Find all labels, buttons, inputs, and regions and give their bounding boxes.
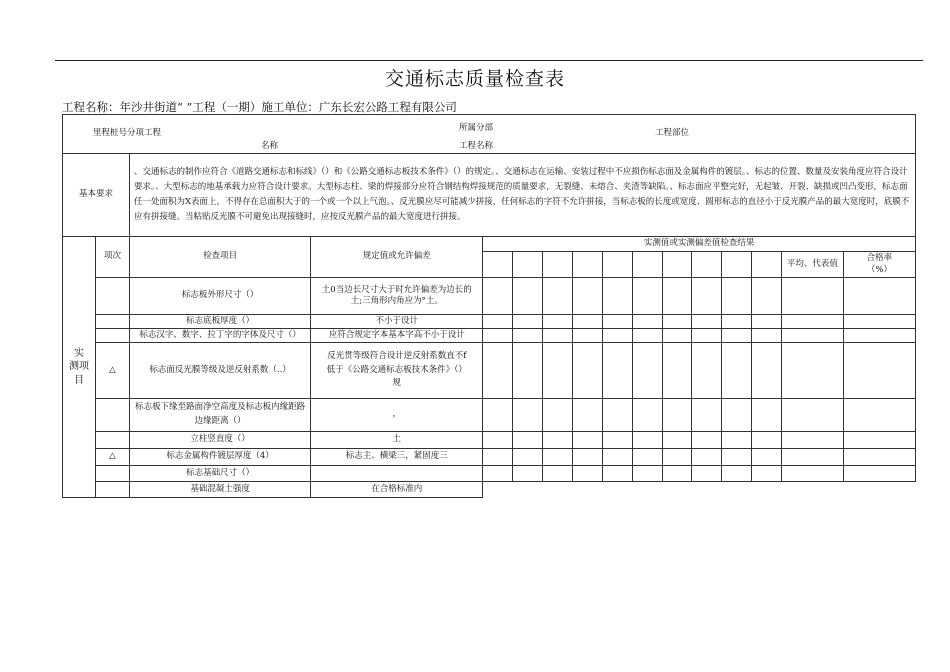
stake-label: 里程桩号分项工程 <box>93 128 162 138</box>
col-spec: 规定值或允许偏差 <box>311 237 483 278</box>
side-label-3: 目 <box>73 374 84 386</box>
result-cell <box>632 252 662 278</box>
table-row <box>63 315 916 329</box>
division-label: 所属分部 <box>459 123 494 133</box>
result-cell <box>692 252 722 278</box>
row-mark <box>95 399 129 432</box>
result-cell <box>543 252 573 278</box>
measured-header-row-1 <box>63 237 916 252</box>
basic-req-label: 基本要求 <box>63 154 130 237</box>
table-row <box>63 329 916 343</box>
page-title: 交通标志质量检查表 <box>384 68 565 90</box>
col-pass-line-2: （%） <box>866 264 892 275</box>
row-spec: 标志主、横梁三，紧固度三 <box>311 449 483 466</box>
row-spec: 在合格标准内 <box>311 482 483 498</box>
row-mark: △ <box>95 449 129 466</box>
top-rule <box>55 60 923 61</box>
project-name-label: 工程名称 <box>459 141 494 151</box>
row-item: 标志板下缘至路面净空高度及标志板内缘距路边缘距离（） <box>129 399 310 432</box>
row-mark <box>95 466 129 482</box>
header-row <box>63 115 916 154</box>
row-spec: 土 <box>311 432 483 449</box>
row-item: 标志基础尺寸（） <box>129 466 310 482</box>
row-spec: 不小于设计 <box>311 315 483 329</box>
row-spec: 土0当边长尺寸大于时允许偏差为边长的土;三角形内角应为°土。 <box>311 278 483 315</box>
col-avg: 平均、代表值 <box>782 252 844 278</box>
basic-req-text: 、交通标志的制作应符合《道路交通标志和标线》（）和《公路交通标志板技术条件》（）的规定。、交通标志在运输、安装过程中不应损伤标志面及金属构件的镀层。、标志的位置、数量及安装角度应符合设计要求。、大型标志的地基承载力应符合设计要求。大型标志柱、梁的焊接部分应符合钢结构焊接规范的质量要求，无裂缝、未熔合、夹渣等缺陷。、标志面应平整完好，无起皱、开裂、缺损或凹凸变形，标志面任一处面积为Ⅹ表面上，不得存在总面积大于的一个或一个以上气泡。、反光膜应尽可能减少拼接，任何标志的字符不允许拼接，当标志板的长度或宽度、圆形标志的直径小于反光膜产品的最大宽度时，底膜不应有拼接缝。当粘贴反光膜不可避免出现接缝时，应按反光膜产品的最大宽度进行拼接。 <box>129 154 915 237</box>
side-label-1: 实 <box>73 347 84 359</box>
row-item: 立柱竖直度（） <box>129 432 310 449</box>
part-label: 工程部位 <box>655 128 690 138</box>
row-item: 标志金属构件镀层厚度（4） <box>129 449 310 466</box>
table-row <box>63 449 916 466</box>
row-mark <box>95 432 129 449</box>
row-mark <box>95 315 129 329</box>
table-row <box>63 399 916 432</box>
col-pass <box>843 252 915 278</box>
result-cell <box>572 252 602 278</box>
row-spec: 反光贯等级符合设计逆反射系数直不f低于《公路交通标志板技术条件》（）规 <box>311 343 483 399</box>
col-pass-line-1: 合格率 <box>866 253 893 264</box>
basic-req-row <box>63 154 916 237</box>
project-info-line: 工程名称：年沙井街道“ ”工程（一期）施工单位：广东长宏公路工程有限公司 <box>62 100 457 114</box>
result-cell <box>722 252 752 278</box>
result-cell <box>662 252 692 278</box>
result-cell <box>602 252 632 278</box>
col-check: 检查项目 <box>129 237 310 278</box>
result-cell <box>513 252 543 278</box>
result-cell <box>752 252 782 278</box>
row-item: 标志汉字、数字、拉丁字的字体及尺寸（） <box>129 329 310 343</box>
row-spec: ， <box>311 399 483 432</box>
header-cell <box>63 115 916 154</box>
row-mark: △ <box>95 343 129 399</box>
row-spec: 应符合规定字本基本字高不小于设计 <box>311 329 483 343</box>
table-row <box>63 278 916 315</box>
table-row <box>63 466 916 482</box>
row-item: 基础混凝土强度 <box>129 482 310 498</box>
table-row <box>63 482 916 498</box>
row-item: 标志面反光膜等级及逆反射系数（..） <box>129 343 310 399</box>
side-label-2: 测项 <box>68 361 89 373</box>
measured-side-label <box>63 237 96 498</box>
col-results: 实测值或实测偏差值检查结果 <box>483 237 916 252</box>
row-item: 标志底板厚度（） <box>129 315 310 329</box>
col-item-no: 项次 <box>95 237 129 278</box>
row-spec <box>311 466 483 482</box>
inspection-table <box>62 114 916 498</box>
row-mark <box>95 329 129 343</box>
table-row <box>63 432 916 449</box>
result-cell <box>483 252 513 278</box>
name-label: 名称 <box>261 141 279 151</box>
row-mark <box>95 482 129 498</box>
row-item: 标志板外形尺寸（） <box>129 278 310 315</box>
row-mark <box>95 278 129 315</box>
table-row <box>63 343 916 399</box>
